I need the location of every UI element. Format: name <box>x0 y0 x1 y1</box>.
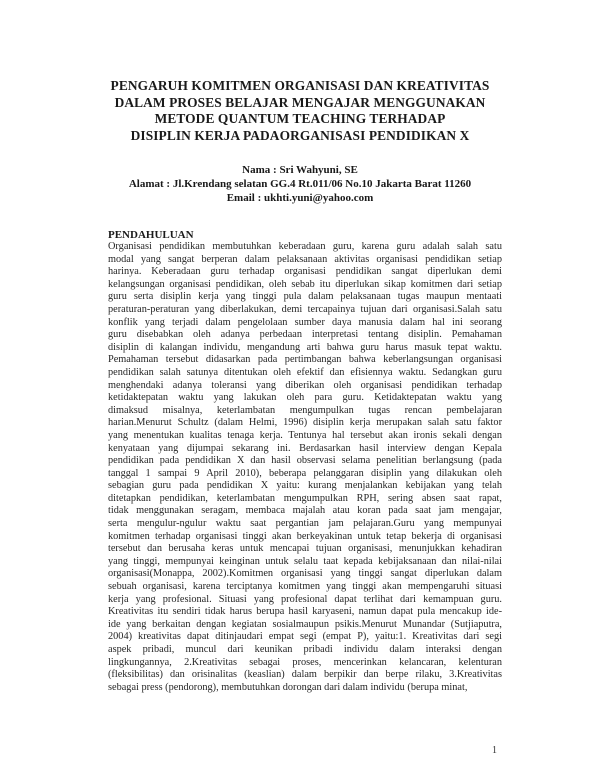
body-line: tidak menggunakan seragam, membaca majalah atau koran pada saat jam mengajar, <box>108 505 502 517</box>
body-line: pendidikan pada pendidikan X dan hasil observasi selama penelitian berlangsung (pada <box>108 455 502 467</box>
body-line: guru disebabkan oleh adanya perbedaan interpretasi tentang disiplin. Pemahaman <box>108 329 502 341</box>
body-line: dimaksud misalnya, keterlambatan mengumpulkan tugas rencan pembelajaran <box>108 404 502 416</box>
page-number: 1 <box>492 745 497 756</box>
body-line: yang menentukan kualitas tenaga kerja. Tentunya hal tersebut akan ironis sekali dengan <box>108 429 502 441</box>
title-line: DALAM PROSES BELAJAR MENGAJAR MENGGUNAKAN <box>114 94 486 110</box>
author-address: Alamat : Jl.Krendang selatan GG.4 Rt.011/06 No.10 Jakarta Barat 11260 <box>128 178 472 191</box>
body-line: ide yang berkaitan dengan kegiatan sosialmaupun psikis.Menurut Munandar (Sutjiaputra, <box>108 618 502 630</box>
body-line: organisasi(Monappa, 2002).Komitmen organisasi yang tinggi sangat diperlukan dalam <box>108 568 502 580</box>
body-line: peraturan-peraturan yang diberlakukan, demi tercapainya tujuan dari organisasi.Salah satu <box>108 303 502 315</box>
body-line: sebagai press (pendorong), membutuhkan dorongan dari dalam individu (berupa minat, <box>108 681 468 693</box>
body-line: 2004) kreativitas dapat ditinjaudari empat segi (empat P), yaitu:1. Kreativitas dari segi <box>108 631 502 643</box>
body-line: ditetapkan pendidikan, keterlambatan mengumpulkan RPH, sering absen saat rapat, <box>108 492 502 504</box>
paper-title <box>60 78 540 144</box>
body-line: ketidaktepatan waktu yang lakukan oleh para guru. Ketidaktepatan waktu yang <box>108 392 502 404</box>
body-line: menghendaki adanya toleransi yang diberikan oleh organisasi pendidikan terhadap <box>108 379 502 391</box>
author-email: Email : ukhti.yuni@yahoo.com <box>226 192 374 205</box>
body-line: modal yang sangat berperan dalam pelaksanaan aktivitas organisasi pendidikan setiap <box>108 253 502 265</box>
body-line: guru serta disiplin kerja yang tinggi pula dalam pelaksanaan tugas maupun mentaati <box>108 291 502 303</box>
author-block <box>60 163 540 206</box>
body-line: yang tinggi, mempunyai keinginan untuk selalu taat kepada kebijaksanaan dan nilai-nilai <box>108 555 502 567</box>
body-line: lingkungannya, 2.Kreativitas sebagai proses, mencerinkan kelancaran, kelenturan <box>108 656 502 668</box>
title-line: DISIPLIN KERJA PADAORGANISASI PENDIDIKAN X <box>130 127 470 143</box>
body-line: Organisasi pendidikan membutuhkan keberadaan guru, karena guru adalah salah satu <box>108 241 502 252</box>
body-text <box>108 241 502 694</box>
body-line: harinya. Keberadaan guru terhadap organisasi pendidikan sangat diperlukan demi <box>108 266 502 278</box>
body-line: kerja yang profesional. Situasi yang profesional dapat terlihat dari kemampuan guru. <box>108 593 502 605</box>
body-line: Pemahaman tersebut didasarkan pada pertimbangan bahwa keberlangsungan organisasi <box>108 354 502 366</box>
body-line: aspek pribadi, muncul dari keunikan pribadi individu dalam interaksi dengan <box>108 644 502 655</box>
author-name: Nama : Sri Wahyuni, SE <box>242 164 358 176</box>
body-line: serta mengulur-ngulur waktu saat pergantian jam pelajaran.Guru yang mempunyai <box>108 518 502 530</box>
body-line: tanggal 1 sampai 9 April 2010), beberapa pelanggaran disiplin yang dilakukan oleh <box>108 467 502 479</box>
body-line: sebagian guru pada pendidikan X yaitu: kurang menjalankan kebijakan yang telah <box>108 480 502 492</box>
title-line: METODE QUANTUM TEACHING TERHADAP <box>154 111 446 126</box>
body-line: disiplin di kalangan individu, mengandung arti bahwa guru harus masuk tepat waktu. <box>108 341 502 353</box>
body-line: kelangsungan organisasi pendidikan, oleh sebab itu diperlukan sikap komitmen dari setiap <box>108 278 502 290</box>
body-line: Kreativitas itu sendiri tidak harus berupa hasil karyaseni, namun dapat pula mencakup ide- <box>108 606 502 618</box>
section-heading: PENDAHULUAN <box>108 229 194 241</box>
body-line: (fleksibilitas) dan orisinalitas (keaslian) dalam berpikir dan berpe rilaku, 3.Kreativitas <box>108 669 502 681</box>
title-line: PENGARUH KOMITMEN ORGANISASI DAN KREATIVITAS <box>110 78 490 93</box>
body-line: pendidikan salah satunya ditentukan oleh efektif dan efisiennya waktu. Sedangkan guru <box>108 366 502 378</box>
body-line: konflik yang terjadi dalam pengelolaan sumber daya manusia dalam hal ini seorang <box>108 316 502 328</box>
body-line: komitmen terhadap organisasi tinggi akan berkeyakinan untuk tetap bekerja di organisasi <box>108 530 502 542</box>
body-line: kenyataan yang dijumpai sekarang ini. Berdasarkan hasil interview dengan Kepala <box>108 442 502 454</box>
body-line: tersebut dan berusaha keras untuk mencapai tujuan organisasi, menunjukkan kehadiran <box>108 543 502 555</box>
body-line: harian.Menurut Schultz (dalam Helmi, 1996) disiplin kerja merupakan salah satu faktor <box>108 417 502 429</box>
body-line: sebuah organisasi, karena terciptanya komitmen yang tinggi akan mempengaruhi situasi <box>108 581 502 593</box>
